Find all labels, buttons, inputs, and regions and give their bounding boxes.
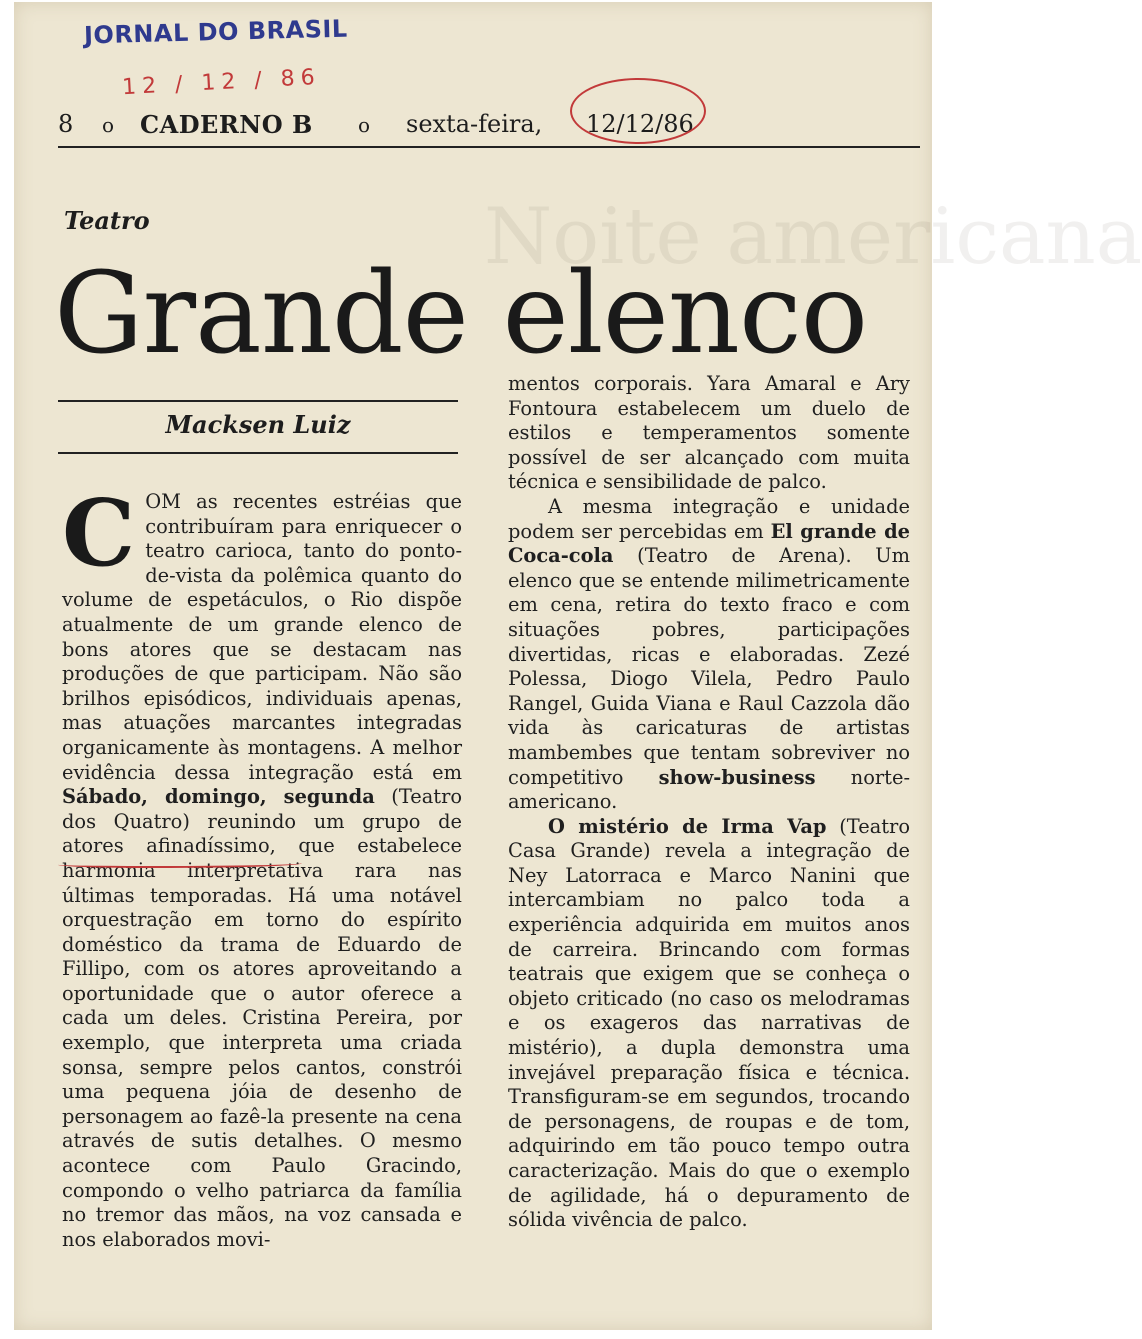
show-through-text: Noite americana: [484, 192, 1142, 282]
play-title: Sábado, domingo, segunda: [62, 785, 375, 809]
byline-rule-top: [58, 400, 458, 402]
page-number: 8: [58, 110, 74, 138]
paragraph: mentos corporais. Yara Amaral e Ary Fontoura estabelecem um duelo de estilos e temperamentos somente possível de ser alcançado com muita técnica e sensibilidade de palco.: [508, 372, 910, 494]
paragraph: [508, 495, 910, 815]
handwritten-date: 12 / 12 / 86: [121, 64, 322, 101]
section-kicker: Teatro: [64, 206, 150, 235]
byline-rule-bottom: [58, 452, 458, 454]
byline: Macksen Luiz: [165, 410, 351, 439]
section-name: CADERNO B: [140, 110, 313, 139]
article-column-left: [62, 479, 463, 1252]
play-title: El grande de Coca-cola: [508, 519, 911, 568]
paragraph-text: OM as recentes estréias que contribuíram para enriquecer o teatro carioca, tanto do ponto-de-vista da polêmica quanto do volume de espetáculos, o Rio dispõe atualmente de um grande elenco de bons atores que se destacam nas produções de que participam. Não são brilhos episódicos, individuais apenas, mas atuações marcantes integradas organicamente às montagens. A melhor evidência dessa integração está em: [62, 490, 462, 784]
paragraph: [62, 479, 463, 1252]
article-column-right: [508, 372, 910, 1233]
paragraph-text: (Teatro de Arena). Um elenco que se entende milimetricamente em cena, retira do texto fraco e com situações pobres, participações divertidas, ricas e elaboradas. Zezé Polessa, Diogo Vilela, Pedro Paulo Rangel, Guida Viana e Raul Cazzola dão vida às caricaturas de artistas mambembes que tentam sobreviver no competitivo: [508, 544, 910, 789]
folio-separator: o: [102, 113, 115, 137]
term: show-business: [658, 765, 816, 789]
paragraph-text: (Teatro Casa Grande) revela a integração de Ney Latorraca e Marco Nanini que intercambiam no palco toda a experiência adquirida em muitos anos de carreira. Brincando com formas teatrais que exigem que se conheça o objeto criticado (no caso os melodramas e os exageros das narrativas de mistério), a dupla demonstra uma invejável preparação física e técnica. Transfiguram-se em segundos, trocando de personagens, de roupas e de tom, adquirindo em tão pouco tempo outra caracterização. Mais do que o exemplo de agilidade, há o depuramento de sólida vivência de palco.: [508, 814, 910, 1232]
drop-cap: C: [62, 479, 136, 587]
newspaper-stamp: JORNAL DO BRASIL: [83, 14, 348, 50]
newspaper-clipping: [14, 2, 1142, 1330]
weekday: sexta-feira,: [406, 110, 543, 138]
page-folio: [58, 106, 920, 148]
play-title: O mistério de Irma Vap: [548, 814, 827, 838]
paragraph: [508, 815, 910, 1233]
paragraph-text: reunindo um grupo de atores afinadíssimo, que estabelece harmonia interpretativa rara nas últimas temporadas. Há uma notável orquestração em torno do espírito doméstico da trama de Eduardo de Fillipo, com os atores aproveitando a oportunidade que o autor oferece a cada um deles. Cristina Pereira, por exemplo, que interpreta uma criada sonsa, sempre pelos cantos, constrói uma pequena jóia de desenho de personagem ao fazê-la presente na cena através de sutis detalhes. O mesmo acontece com Paulo Gracindo, compondo o velho patriarca da família no tremor das mãos, na voz cansada e nos elaborados movi-: [62, 809, 462, 1251]
date-circle-mark: [570, 78, 706, 144]
headline: Grande elenco: [54, 249, 868, 379]
folio-separator: o: [358, 113, 371, 137]
paragraph-text: A mesma integração e unidade podem ser percebidas em: [508, 494, 910, 543]
paragraph-text: norte-americano.: [508, 765, 911, 814]
publication-date: 12/12/86: [586, 110, 694, 138]
venue-name: (Teatro dos Quatro): [62, 785, 463, 833]
